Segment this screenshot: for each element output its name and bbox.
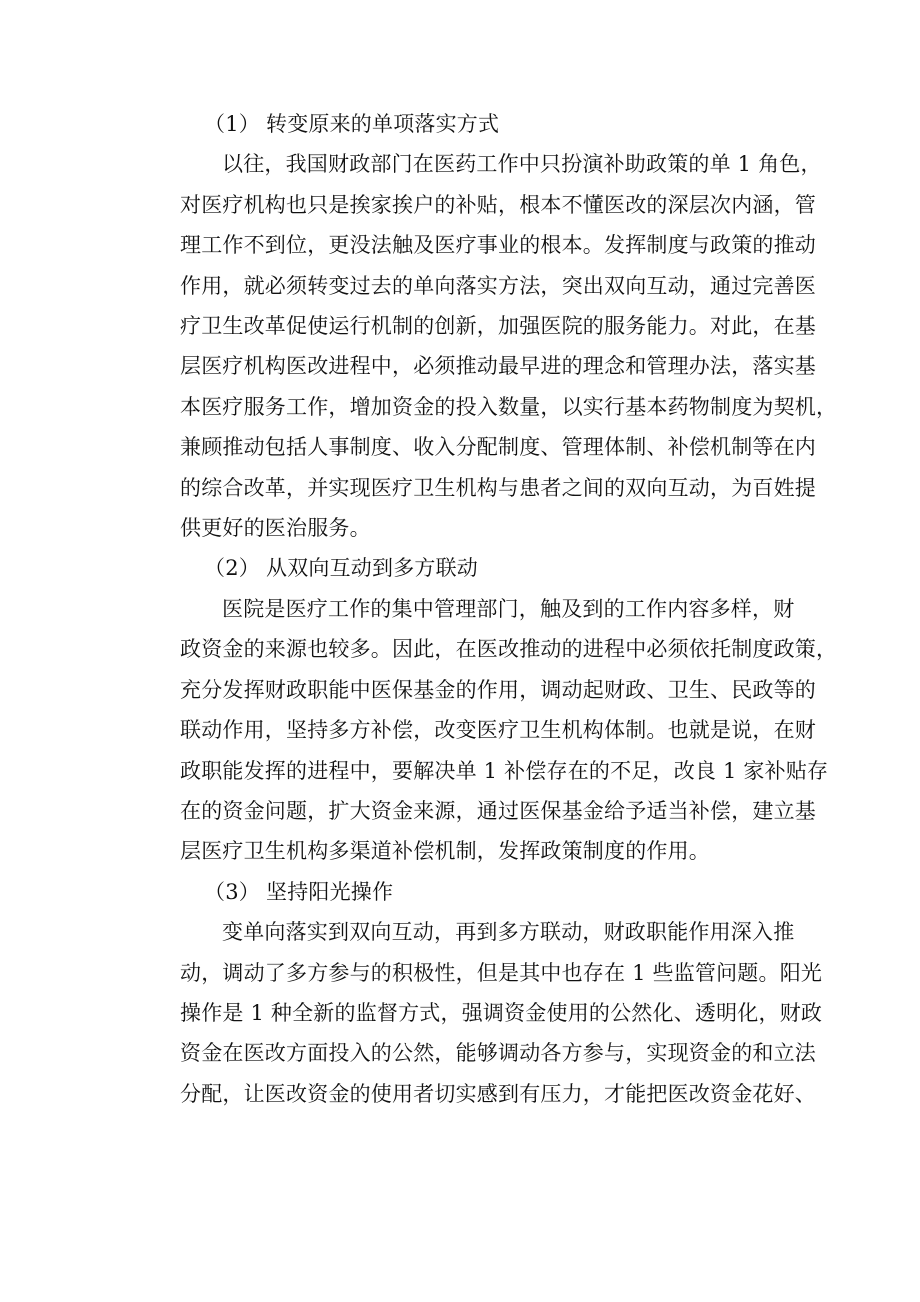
section-heading-2 (138, 548, 788, 588)
paragraph-line: 政职能发挥的进程中，要解决单 1 补偿存在的不足，改良 1 家补贴存 (180, 758, 829, 783)
paragraph-line: 本医疗服务工作，增加资金的投入数量，以实行基本药物制度为契机， (180, 394, 838, 419)
paragraph-line: 联动作用，坚持多方补偿，改变医疗卫生机构体制。也就是说，在财 (180, 718, 816, 743)
paragraph-line: 以往，我国财政部门在医药工作中只扮演补助政策的单 1 角色， (222, 152, 822, 177)
section-number: （2） (204, 556, 260, 581)
paragraph-line: 兼顾推动包括人事制度、收入分配制度、管理体制、补偿机制等在内 (180, 435, 816, 460)
paragraph-line: 层医疗机构医改进程中，必须推动最早进的理念和管理办法，落实基 (180, 354, 816, 379)
paragraph-line: 变单向落实到双向互动，再到多方联动，财政职能作用深入推 (222, 920, 795, 945)
paragraph-line: 供更好的医治服务。 (180, 516, 371, 541)
paragraph-line: 充分发挥财政职能中医保基金的作用，调动起财政、卫生、民政等的 (180, 677, 816, 702)
section-title: 转变原来的单项落实方式 (266, 112, 500, 136)
paragraph-line: 理工作不到位，更没法触及医疗事业的根本。发挥制度与政策的推动 (180, 233, 816, 258)
section-heading-1 (138, 104, 788, 144)
paragraph-line: 资金在医改方面投入的公然，能够调动各方参与，实现资金的和立法 (180, 1041, 816, 1066)
section-paragraph-1 (138, 144, 838, 548)
paragraph-line: 层医疗卫生机构多渠道补偿机制，发挥政策制度的作用。 (180, 839, 710, 864)
section-heading-3 (138, 872, 788, 912)
paragraph-line: 的综合改革，并实现医疗卫生机构与患者之间的双向互动，为百姓提 (180, 475, 816, 500)
section-title: 从双向互动到多方联动 (266, 556, 478, 581)
section-title: 坚持阳光操作 (266, 879, 394, 904)
paragraph-line: 医院是医疗工作的集中管理部门，触及到的工作内容多样，财 (222, 596, 795, 621)
paragraph-line: 作用，就必须转变过去的单向落实方法，突出双向互动，通过完善医 (180, 273, 816, 298)
document-body (138, 104, 838, 1114)
paragraph-line: 操作是 1 种全新的监督方式，强调资金使用的公然化、透明化，财政 (180, 1000, 823, 1025)
paragraph-line: 在的资金问题，扩大资金来源，通过医保基金给予适当补偿，建立基 (180, 798, 816, 823)
paragraph-line: 疗卫生改革促使运行机制的创新，加强医院的服务能力。对此，在基 (180, 314, 816, 339)
paragraph-line: 动，调动了多方参与的积极性，但是其中也存在 1 些监管问题。阳光 (180, 960, 823, 985)
paragraph-line: 政资金的来源也较多。因此，在医改推动的进程中必须依托制度政策， (180, 637, 838, 662)
paragraph-line: 分配，让医改资金的使用者切实感到有压力，才能把医改资金花好、 (180, 1081, 816, 1106)
section-paragraph-2 (138, 589, 838, 872)
paragraph-line: 对医疗机构也只是挨家挨户的补贴，根本不懂医改的深层次内涵，管 (180, 192, 816, 217)
section-number: （3） (204, 879, 260, 904)
section-number: （1） (204, 112, 260, 136)
section-paragraph-3 (138, 912, 823, 1114)
